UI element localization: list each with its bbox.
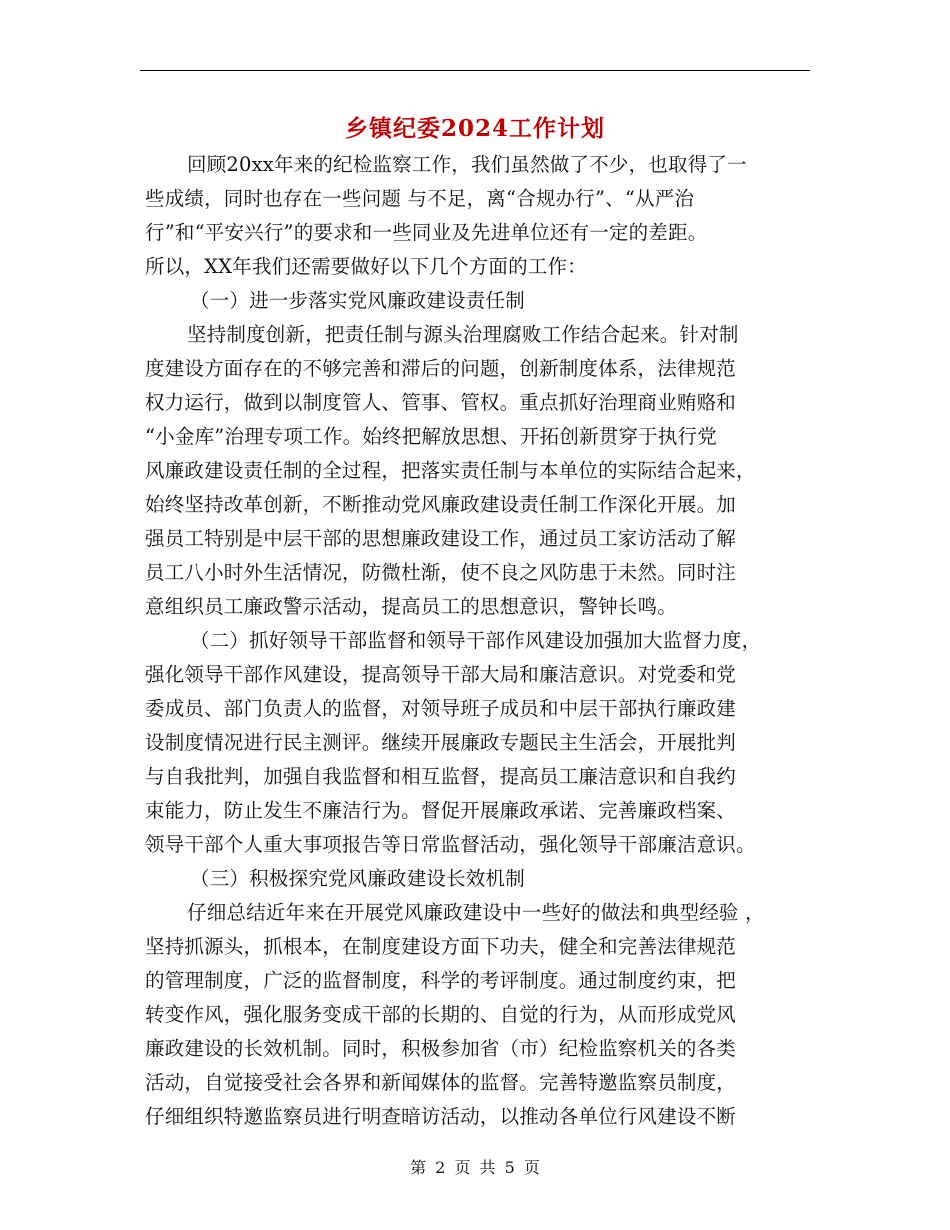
paragraph-line: 强员工特别是中层干部的思想廉政建设工作，通过员工家访活动了解: [145, 527, 737, 550]
paragraph-line: 仔细组织特邀监察员进行明查暗访活动，以推动各单位行风建设不断: [145, 1105, 737, 1128]
paragraph-line: 坚持制度创新，把责任制与源头治理腐败工作结合起来。针对制: [187, 323, 739, 346]
section-heading-2: （二）抓好领导干部监督和领导干部作风建设加强加大监督力度，: [190, 629, 762, 652]
page-number-footer: 第 2 页 共 5 页: [410, 1158, 540, 1177]
paragraph-line: 强化领导干部作风建设，提高领导干部大局和廉洁意识。对党委和党: [145, 663, 737, 686]
paragraph-line: 始终坚持改革创新，不断推动党风廉政建设责任制工作深化开展。加: [145, 493, 737, 516]
paragraph-line: 度建设方面存在的不够完善和滞后的问题，创新制度体系，法律规范: [145, 357, 737, 380]
paragraph-line: 权力运行，做到以制度管人、管事、管权。重点抓好治理商业贿赂和: [145, 391, 737, 414]
paragraph-line: 行”和“平安兴行”的要求和一些同业及先进单位还有一定的差距。: [145, 221, 708, 244]
paragraph-line: 活动，自觉接受社会各界和新闻媒体的监督。完善特邀监察员制度，: [145, 1071, 737, 1094]
paragraph-line: 委成员、部门负责人的监督，对领导班子成员和中层干部执行廉政建: [145, 697, 737, 720]
document-body: [145, 148, 815, 1134]
paragraph-line: 设制度情况进行民主测评。继续开展廉政专题民主生活会，开展批判: [145, 731, 737, 754]
paragraph-line: 的管理制度，广泛的监督制度，科学的考评制度。通过制度约束，把: [145, 969, 737, 992]
paragraph-line: 转变作风，强化服务变成干部的长期的、自觉的行为，从而形成党风: [145, 1003, 737, 1026]
paragraph-line: 廉政建设的长效机制。同时，积极参加省（市）纪检监察机关的各类: [145, 1037, 737, 1060]
paragraph-line: 意组织员工廉政警示活动，提高员工的思想意识，警钟长鸣。: [145, 595, 677, 618]
paragraph-line: 些成绩，同时也存在一些问题 与不足，离“合规办行”、“从严治: [145, 187, 695, 210]
paragraph-line: 所以，XX年我们还需要做好以下几个方面的工作：: [145, 255, 587, 278]
section-heading-3: （三）积极探究党风廉政建设长效机制: [190, 867, 525, 890]
paragraph-line: 领导干部个人重大事项报告等日常监督活动，强化领导干部廉洁意识。: [145, 833, 756, 856]
paragraph-line: 坚持抓源头，抓根本，在制度建设方面下功夫，健全和完善法律规范: [145, 935, 737, 958]
paragraph-line: 员工八小时外生活情况，防微杜渐，使不良之风防患于未然。同时注: [145, 561, 737, 584]
paragraph-line: 仔细总结近年来在开展党风廉政建设中一些好的做法和典型经验 ，: [187, 901, 765, 924]
document-title: 乡镇纪委2024工作计划: [344, 115, 605, 142]
paragraph-line: 束能力，防止发生不廉洁行为。督促开展廉政承诺、完善廉政档案、: [145, 799, 737, 822]
paragraph-line: 风廉政建设责任制的全过程，把落实责任制与本单位的实际结合起来，: [145, 459, 756, 482]
header-rule: [140, 70, 810, 71]
paragraph-line: “小金库”治理专项工作。始终把解放思想、开拓创新贯穿于执行党: [145, 425, 717, 448]
paragraph-line: 与自我批判，加强自我监督和相互监督，提高员工廉洁意识和自我约: [145, 765, 737, 788]
paragraph-line: 回顾20xx年来的纪检监察工作，我们虽然做了不少，也取得了一: [187, 153, 747, 176]
section-heading-1: （一）进一步落实党风廉政建设责任制: [190, 289, 525, 312]
